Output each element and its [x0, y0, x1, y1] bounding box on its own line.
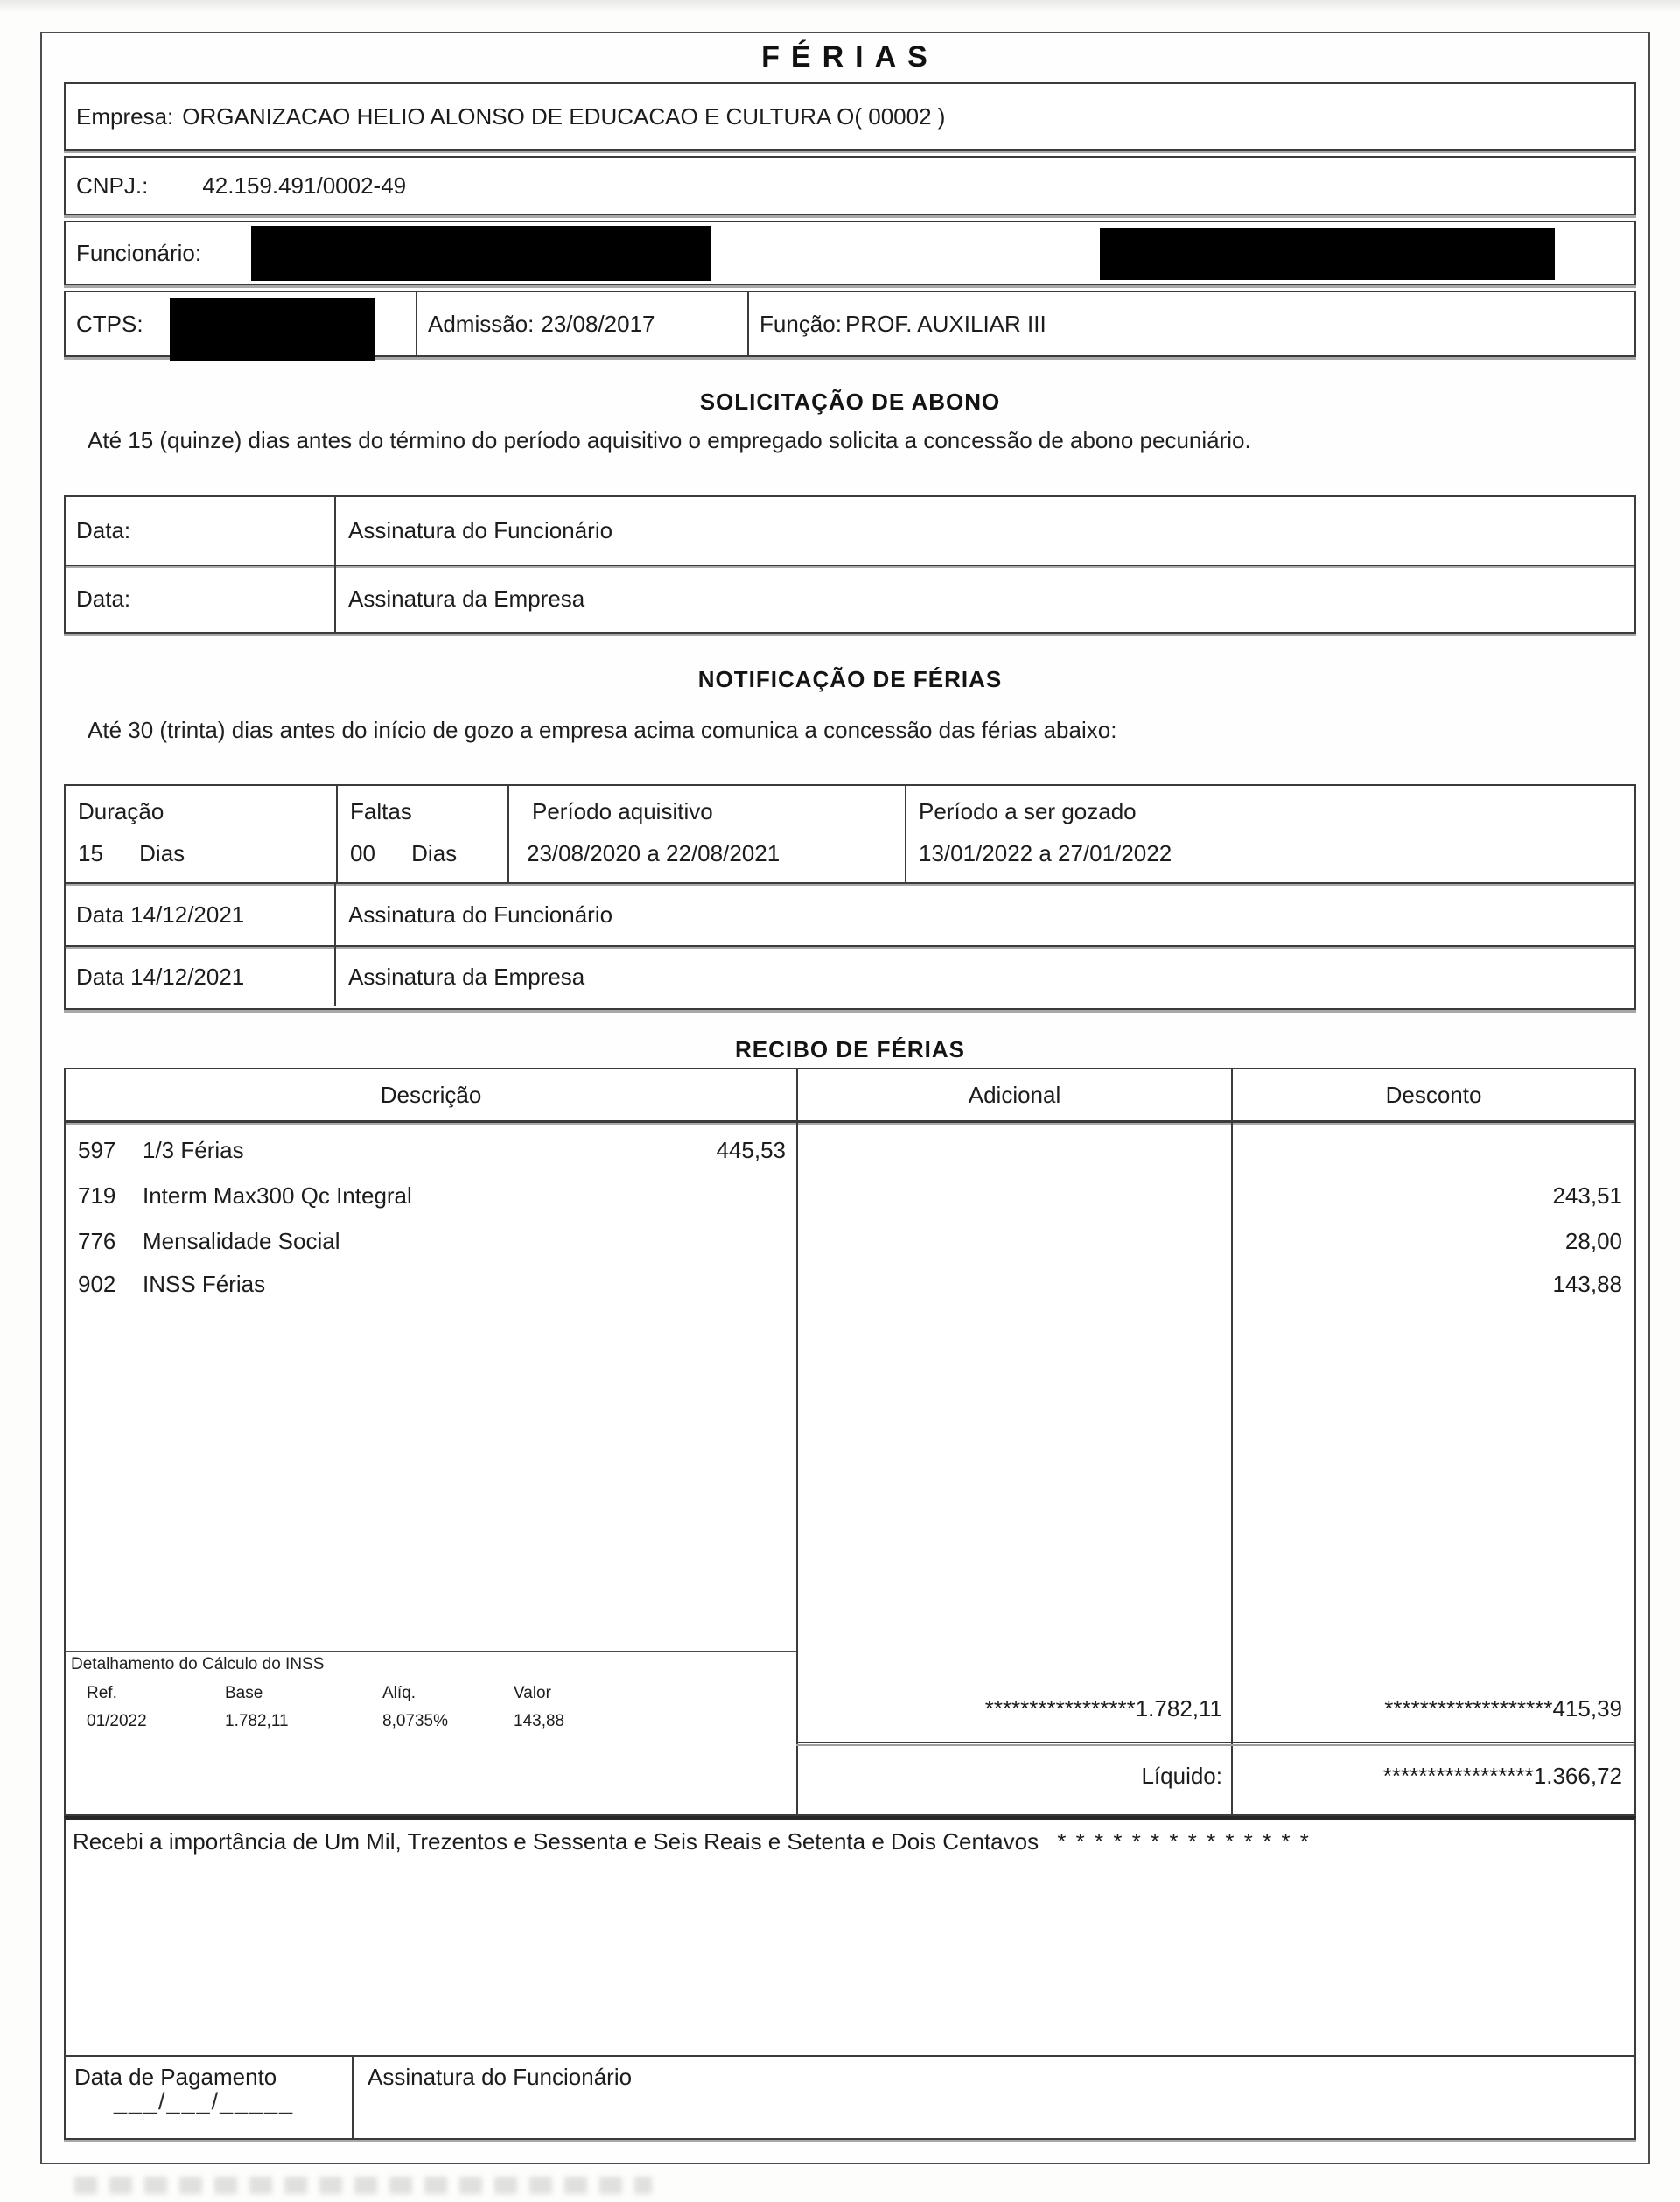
role-value: PROF. AUXILIAR III: [844, 310, 1046, 337]
abono-row-company: [66, 565, 1634, 632]
item-code: 776: [78, 1228, 116, 1254]
inss-ref-value: 01/2022: [87, 1712, 147, 1730]
item-description: Mensalidade Social: [143, 1228, 340, 1254]
col-header-desconto: Desconto: [1231, 1069, 1634, 1120]
item-description: INSS Férias: [143, 1271, 266, 1297]
employee-id-redaction: [1100, 228, 1555, 280]
payment-date-placeholder: ___/___/_____: [114, 2088, 295, 2114]
company-value: ORGANIZACAO HELIO ALONSO DE EDUCACAO E CULTURA O( 00002 ): [182, 102, 946, 130]
inss-valor-value: 143,88: [514, 1712, 565, 1730]
payment-date-label: Data de Pagamento: [74, 2064, 277, 2090]
duration-cell: [66, 786, 336, 882]
receipt-item-row: [66, 1271, 1634, 1306]
employee-label: Funcionário:: [76, 239, 202, 266]
inss-col-aliq: Alíq.: [382, 1684, 416, 1702]
payment-signature-label: Assinatura do Funcionário: [368, 2064, 633, 2090]
notificacao-text: Até 30 (trinta) dias antes do início de gozo a empresa acima comunica a concessão das férias abaixo:: [88, 717, 1117, 743]
ctps-redaction: [170, 298, 375, 361]
abono-signature-employee: Assinatura do Funcionário: [348, 517, 613, 543]
inss-col-base: Base: [225, 1684, 263, 1702]
inss-base-value: 1.782,11: [225, 1712, 289, 1730]
duration-unit: Dias: [139, 840, 186, 866]
abono-heading: SOLICITAÇÃO DE ABONO: [699, 389, 1001, 415]
admission-value: 23/08/2017: [541, 310, 655, 337]
scan-footer-artifact: [74, 2177, 652, 2194]
notice-date-employee: Data 14/12/2021: [66, 884, 336, 945]
employee-name-redaction: [251, 226, 710, 281]
cnpj-label: CNPJ.:: [76, 172, 149, 199]
notice-date-company: Data 14/12/2021: [66, 947, 336, 1006]
payment-row: [66, 2055, 1634, 2138]
inss-detail-box: [66, 1651, 796, 1818]
page-title: FÉRIAS: [761, 40, 939, 74]
inss-aliq-value: 8,0735%: [382, 1712, 449, 1730]
enjoyment-period-value: 13/01/2022 a 27/01/2022: [919, 840, 1172, 866]
acquisition-period-label: Período aquisitivo: [532, 798, 713, 824]
cnpj-value: 42.159.491/0002-49: [202, 172, 407, 199]
notice-row-company: [66, 945, 1634, 1006]
notice-signature-employee: Assinatura do Funcionário: [348, 901, 613, 928]
total-adicional: *****************1.782,11: [984, 1695, 1222, 1722]
company-label: Empresa:: [76, 102, 174, 130]
receipt-acknowledgement-box: [64, 1816, 1636, 2140]
inss-col-ref: Ref.: [87, 1684, 117, 1702]
abono-text: Até 15 (quinze) dias antes do término do período aquisitivo o empregado solicita a concessão de abono pecuniário.: [88, 427, 1251, 453]
item-desconto-value: 243,51: [1552, 1182, 1622, 1209]
admission-label: Admissão:: [428, 310, 535, 337]
acquisition-period-cell: [508, 786, 905, 882]
item-description: 1/3 Férias: [143, 1137, 244, 1163]
duration-value: 15: [78, 840, 103, 866]
notice-signature-company: Assinatura da Empresa: [348, 963, 585, 990]
abono-signature-table: [64, 495, 1636, 634]
absences-cell: [336, 786, 508, 882]
cnpj-box: [64, 156, 1636, 215]
col-header-description: Descrição: [380, 1081, 482, 1108]
role-cell: [747, 292, 1634, 355]
abono-signature-company: Assinatura da Empresa: [348, 586, 585, 612]
item-code: 719: [78, 1182, 116, 1209]
item-desconto-value: 28,00: [1564, 1228, 1622, 1254]
acquisition-period-value: 23/08/2020 a 22/08/2021: [527, 840, 780, 866]
recibo-heading: RECIBO DE FÉRIAS: [734, 1036, 966, 1062]
item-adicional-value: 445,53: [716, 1137, 786, 1163]
item-code: 597: [78, 1137, 116, 1163]
receipt-header-row: [66, 1069, 1634, 1123]
enjoyment-period-label: Período a ser gozado: [919, 798, 1137, 824]
payment-cell-divider: [352, 2057, 354, 2138]
item-description: Interm Max300 Qc Integral: [143, 1182, 412, 1209]
company-box: [64, 82, 1636, 151]
receipt-item-row: [66, 1228, 1634, 1263]
employee-box: [64, 221, 1636, 285]
receipt-item-row: [66, 1182, 1634, 1217]
absences-unit: Dias: [411, 840, 458, 866]
inss-detail-heading: Detalhamento do Cálculo do INSS: [71, 1655, 325, 1673]
item-desconto-value: 143,88: [1552, 1271, 1622, 1297]
liquido-value: *****************1.366,72: [1382, 1763, 1622, 1789]
role-label: Função:: [760, 310, 842, 337]
abono-row-employee: [66, 497, 1634, 565]
vacation-notice-table: [64, 784, 1636, 1010]
notice-row-employee: [66, 884, 1634, 945]
totals-divider-line: [796, 1742, 1634, 1743]
received-amount-text: Recebi a importância de Um Mil, Trezentos e Sessenta e Seis Reais e Setenta e Dois Centavos: [73, 1828, 1040, 1855]
ctps-cell: [66, 292, 416, 355]
notificacao-heading: NOTIFICAÇÃO DE FÉRIAS: [697, 666, 1003, 692]
col-header-adicional: Adicional: [796, 1069, 1231, 1120]
receipt-item-row: [66, 1137, 1634, 1172]
enjoyment-period-cell: [905, 786, 1634, 882]
ctps-label: CTPS:: [76, 310, 144, 337]
liquido-label: Líquido:: [1141, 1763, 1222, 1789]
abono-date-label: Data:: [66, 497, 336, 565]
abono-date-label: Data:: [66, 566, 336, 632]
received-fill-asterisks: * * * * * * * * * * * * * *: [1057, 1828, 1311, 1855]
vacation-receipt-table: [64, 1068, 1636, 1816]
ctps-row-box: [64, 291, 1636, 357]
admission-cell: [416, 292, 747, 355]
total-desconto: *******************415,39: [1384, 1695, 1622, 1722]
inss-col-valor: Valor: [514, 1684, 551, 1702]
absences-value: 00: [350, 840, 375, 866]
duration-label: Duração: [78, 798, 164, 824]
item-code: 902: [78, 1271, 116, 1297]
absences-label: Faltas: [350, 798, 412, 824]
